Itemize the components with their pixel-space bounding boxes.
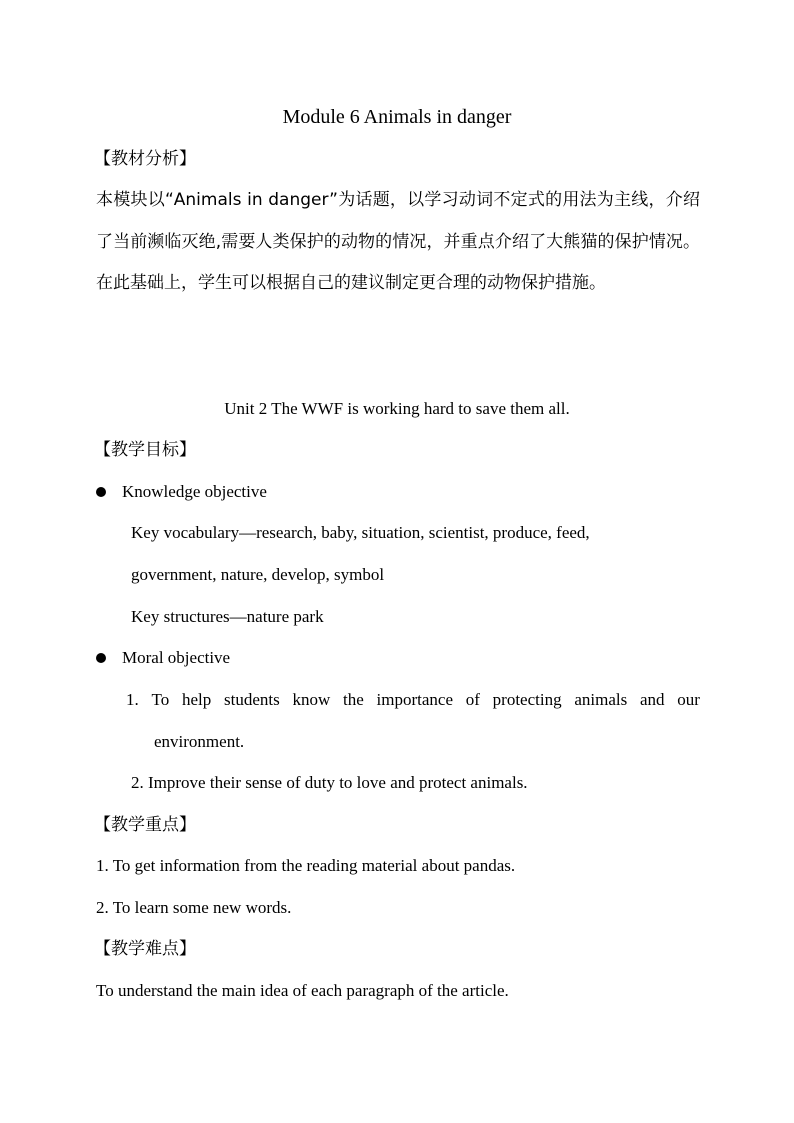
bullet-icon — [96, 487, 106, 497]
document-title: Module 6 Animals in danger — [282, 106, 512, 128]
knowledge-objective-label: Knowledge objective — [122, 482, 267, 501]
moral-item-1-word: know — [292, 690, 331, 709]
moral-item-2: 2. Improve their sense of duty to love and protect animals. — [131, 773, 528, 792]
moral-item-1-words — [126, 689, 700, 711]
heading-textbook-analysis: 【教材分析】 — [94, 149, 196, 169]
moral-item-1-word: importance — [376, 690, 453, 709]
key-point-1: 1. To get information from the reading material about pandas. — [96, 856, 516, 875]
heading-difficulties: 【教学难点】 — [94, 939, 196, 959]
heading-key-points: 【教学重点】 — [94, 815, 196, 835]
key-vocabulary-line-1: Key vocabulary—research, baby, situation, scientist, produce, feed, — [131, 523, 590, 542]
unit-title: Unit 2 The WWF is working hard to save them all. — [224, 399, 570, 418]
moral-item-1-word: our — [677, 690, 700, 709]
moral-item-1-word: students — [223, 690, 280, 709]
moral-item-1-word: To — [151, 690, 170, 709]
difficulty-text: To understand the main idea of each paragraph of the article. — [96, 981, 509, 1000]
moral-item-1-word: and — [639, 690, 665, 709]
bullet-icon — [96, 653, 106, 663]
moral-objective-label: Moral objective — [122, 648, 231, 667]
moral-item-1-word: of — [465, 690, 480, 709]
moral-item-1-word: the — [343, 690, 364, 709]
key-vocabulary-line-2: government, nature, develop, symbol — [131, 565, 385, 584]
moral-item-1-word: help — [181, 690, 212, 709]
key-structures: Key structures—nature park — [131, 607, 324, 626]
moral-item-1-continuation: environment. — [154, 732, 245, 751]
moral-item-1-word: protecting — [492, 690, 562, 709]
analysis-paragraph: 本模块以“Animals in danger”为话题，以学习动词不定式的用法为主线，介绍了当前濒临灭绝,需要人类保护的动物的情况，并重点介绍了大熊猫的保护情况。在此基础上，学生可以根据自己的建议制定更合理的动物保护措施。 — [96, 190, 700, 293]
moral-item-1 — [126, 689, 700, 711]
heading-teaching-objectives: 【教学目标】 — [94, 440, 196, 460]
key-point-2: 2. To learn some new words. — [96, 898, 292, 917]
moral-item-1-word: animals — [574, 690, 628, 709]
moral-item-1-word: 1. — [126, 690, 139, 709]
